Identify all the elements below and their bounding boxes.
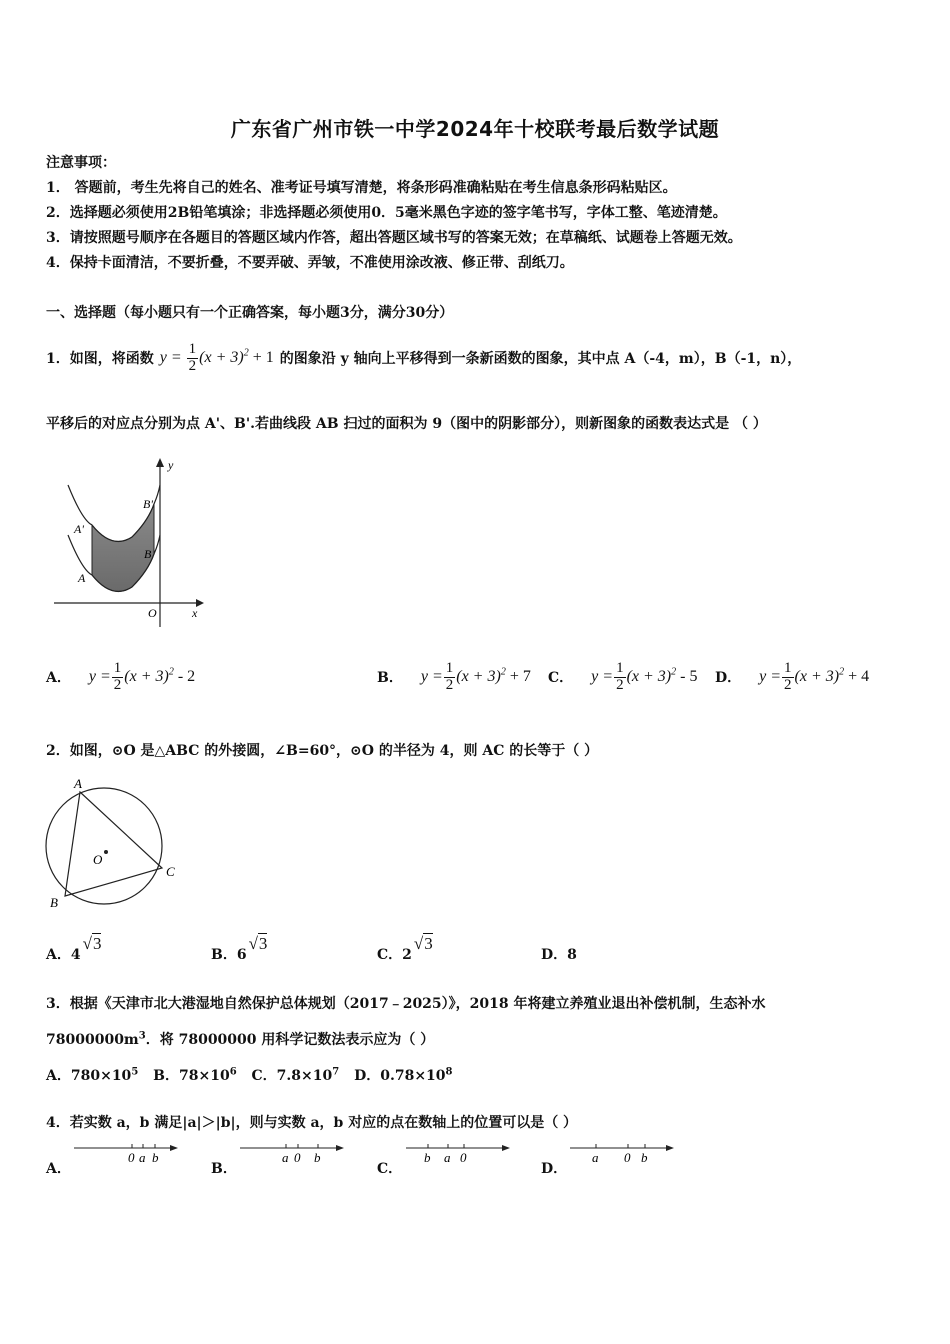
q1-opt-c-lhs: y = [591,667,614,685]
q1-opt-a-body: (x + 3) [124,667,169,685]
q4-number-line-d [568,1138,676,1168]
q1-opt-c-frac [614,661,626,694]
q1-option-d-label: D． [715,670,742,686]
label-a-prime: A' [74,522,84,536]
q1-opt-a-lhs: y = [88,667,111,685]
label-b-prime: B' [143,497,153,511]
q1-formula-tail: + 1 [248,348,274,366]
q3-option-d-exp: 8 [445,1066,453,1078]
notice-item-3: 3．请按照题号顺序在各题目的答题区域内作答，超出答题区域书写的答案无效；在草稿纸、试题卷上答题无效。 [46,230,742,246]
q1-formula-num: 1 [188,340,197,357]
q1-option-a-label: A． [46,670,71,686]
q1-suffix: 的图象沿 y 轴向上平移得到一条新函数的图象，其中点 A（-4，m），B（-1，n）， [279,351,802,367]
q1-opt-d-frac [782,661,794,694]
y-axis-arrow [156,458,164,467]
q1-opt-b-num: 1 [445,659,454,676]
q2-option-b-radicand: 3 [258,934,268,953]
q1-option-b-label: B． [377,670,403,686]
section-heading: 一、选择题（每小题只有一个正确答案，每小题3分，满分30分） [46,305,454,321]
q1-option-c-label: C． [548,670,574,686]
q1-formula-body: (x + 3) [199,348,244,366]
q1-opt-c-den: 2 [616,676,624,693]
q1-opt-b-lhs: y = [420,667,443,685]
q1-opt-a-tail: - 2 [173,667,196,685]
q2-option-d[interactable] [541,930,577,964]
q1-prefix: 1．如图，将函数 [46,351,154,367]
label-y: y [168,458,174,472]
label-c: C [166,864,175,879]
q1-option-b[interactable] [377,655,531,699]
q3-option-c[interactable] [252,1068,340,1084]
question-3-line-1: 3．根据《天津市北大港湿地自然保护总体规划（2017﹣2025）》，2018 年将建立养殖业退出补偿机制，生态补水 [46,996,766,1012]
q3-option-b-label: B．78×10 [153,1068,230,1084]
tick-label-b: b [314,1150,321,1165]
tick-label-0: 0 [128,1150,135,1165]
q4-option-a-label: A． [46,1161,71,1177]
q1-formula [160,342,274,375]
q4-option-d-label: D． [541,1161,568,1177]
q2-circle-figure [40,776,185,911]
tick-label-0: 0 [460,1150,467,1165]
q3-option-c-exp: 7 [332,1066,340,1078]
tick-label-b: b [424,1150,431,1165]
tick-label-a: a [139,1150,146,1165]
question-4-stem: 4．若实数 a，b 满足|a|＞|b|，则与实数 a，b 对应的点在数轴上的位置可以是（ ） [46,1115,578,1131]
notice-item-1: 1． 答题前，考生先将自己的姓名、准考证号填写清楚，将条形码准确粘贴在考生信息条形码粘贴区。 [46,180,677,196]
label-b: B [144,547,152,561]
notice-heading: 注意事项： [46,155,116,171]
q3-option-d-label: D．0.78×10 [354,1068,446,1084]
circumcircle [46,788,162,904]
q4-option-a[interactable] [46,1158,71,1178]
q1-opt-d-tail: + 4 [844,667,870,685]
q1-opt-c-body: (x + 3) [626,667,672,685]
q2-option-c-radicand: 3 [424,934,433,953]
q1-opt-b-exp: 2 [500,666,506,678]
q1-opt-b-frac [444,661,456,694]
q4-option-c[interactable] [377,1158,402,1178]
q2-option-a-label: A．4 [46,947,81,963]
q3-options [46,1065,453,1085]
label-o: O [93,852,103,867]
axis-arrow [336,1145,344,1151]
tick-label-0: 0 [294,1150,301,1165]
axis-arrow [170,1145,178,1151]
q2-option-c-sqrt: √3 [413,934,433,953]
q1-option-b-formula [421,661,531,694]
q3-number: 78000000m [46,1032,139,1048]
q1-opt-d-body: (x + 3) [794,667,840,685]
q1-opt-d-num: 1 [784,659,792,676]
q2-option-c[interactable] [377,930,433,964]
q2-option-b-sqrt: √3 [248,934,268,953]
q1-opt-b-tail: + 7 [505,667,531,685]
center-point [104,850,108,854]
tick-label-a: a [282,1150,289,1165]
label-x: x [192,606,198,620]
q3-option-b-exp: 6 [229,1066,237,1078]
q2-option-b[interactable] [211,930,267,964]
q1-opt-c-tail: - 5 [676,667,698,685]
q2-option-c-label: C．2 [377,947,412,963]
q1-formula-lhs: y = [159,348,182,366]
tick-label-a: a [592,1150,599,1165]
q4-option-b-label: B． [211,1161,237,1177]
q1-option-c[interactable] [548,655,697,699]
tick-label-a: a [444,1150,451,1165]
q3-option-b[interactable] [153,1068,237,1084]
q3-unit-exp: 3 [138,1030,146,1042]
q1-formula-fraction [187,342,199,375]
notice-item-2: 2．选择题必须使用2B铅笔填涂；非选择题必须使用0．5毫米黑色字迹的签字笔书写，字体工整、笔迹清楚。 [46,205,727,221]
q2-option-a-sqrt: √3 [82,934,102,953]
q1-opt-c-exp: 2 [671,666,677,678]
q3-option-d[interactable] [354,1068,452,1084]
q3-option-a-label: A．780×10 [46,1068,132,1084]
tick-label-b: b [152,1150,159,1165]
q2-option-d-label: D．8 [541,947,577,963]
q1-option-a-formula [89,661,195,694]
q1-option-c-formula [591,661,697,694]
q1-opt-c-num: 1 [616,659,624,676]
q3-option-a-exp: 5 [131,1066,139,1078]
q1-option-d-formula [759,661,869,694]
q4-number-line-a [72,1138,180,1168]
q1-formula-exp: 2 [243,347,249,359]
question-1-stem [46,333,801,383]
q1-formula-den: 2 [188,357,197,374]
question-3-line-2 [46,1029,434,1049]
q1-opt-d-den: 2 [784,676,792,693]
q1-option-d[interactable] [715,655,869,699]
label-a: A [74,776,82,791]
q2-option-a-radicand: 3 [92,934,102,953]
q1-opt-b-body: (x + 3) [456,667,501,685]
tick-label-0: 0 [624,1150,631,1165]
q4-number-line-c [404,1138,512,1168]
q1-opt-a-den: 2 [113,676,122,693]
q2-option-b-label: B．6 [211,947,247,963]
axis-arrow [666,1145,674,1151]
q4-option-c-label: C． [377,1161,403,1177]
label-a: A [78,571,86,585]
label-b: B [50,895,58,910]
page-title: 广东省广州市铁一中学2024年十校联考最后数学试题 [230,117,720,141]
q4-option-b[interactable] [211,1158,237,1178]
q4-option-d[interactable] [541,1158,567,1178]
q1-opt-d-exp: 2 [839,666,845,678]
q3-option-a[interactable] [46,1068,138,1084]
q3-line-2-rest: ．将 78000000 用科学记数法表示应为（ ） [145,1032,435,1048]
q1-option-a[interactable] [46,655,195,699]
q1-line-2: 平移后的对应点分别为点 A'、B'.若曲线段 AB 扫过的面积为 9（图中的阴影部分），则新图象的函数表达式是 （ ） [46,416,767,432]
q1-opt-b-den: 2 [445,676,454,693]
q2-option-a[interactable] [46,930,101,964]
q1-opt-a-frac [112,661,124,694]
tick-label-b: b [641,1150,648,1165]
q4-number-line-b [238,1138,346,1168]
q1-opt-a-exp: 2 [168,666,174,678]
axis-arrow [502,1145,510,1151]
q1-opt-a-num: 1 [113,659,122,676]
q1-opt-d-lhs: y = [759,667,782,685]
notice-item-4: 4．保持卡面清洁，不要折叠，不要弄破、弄皱，不准使用涂改液、修正带、刮纸刀。 [46,255,574,271]
question-2-stem: 2．如图，⊙O 是△ABC 的外接圆，∠B=60°，⊙O 的半径为 4，则 AC 的长等于（ ） [46,743,599,759]
q3-option-c-label: C．7.8×10 [251,1068,333,1084]
q1-parabola-figure [46,455,216,630]
label-origin: O [148,606,157,620]
